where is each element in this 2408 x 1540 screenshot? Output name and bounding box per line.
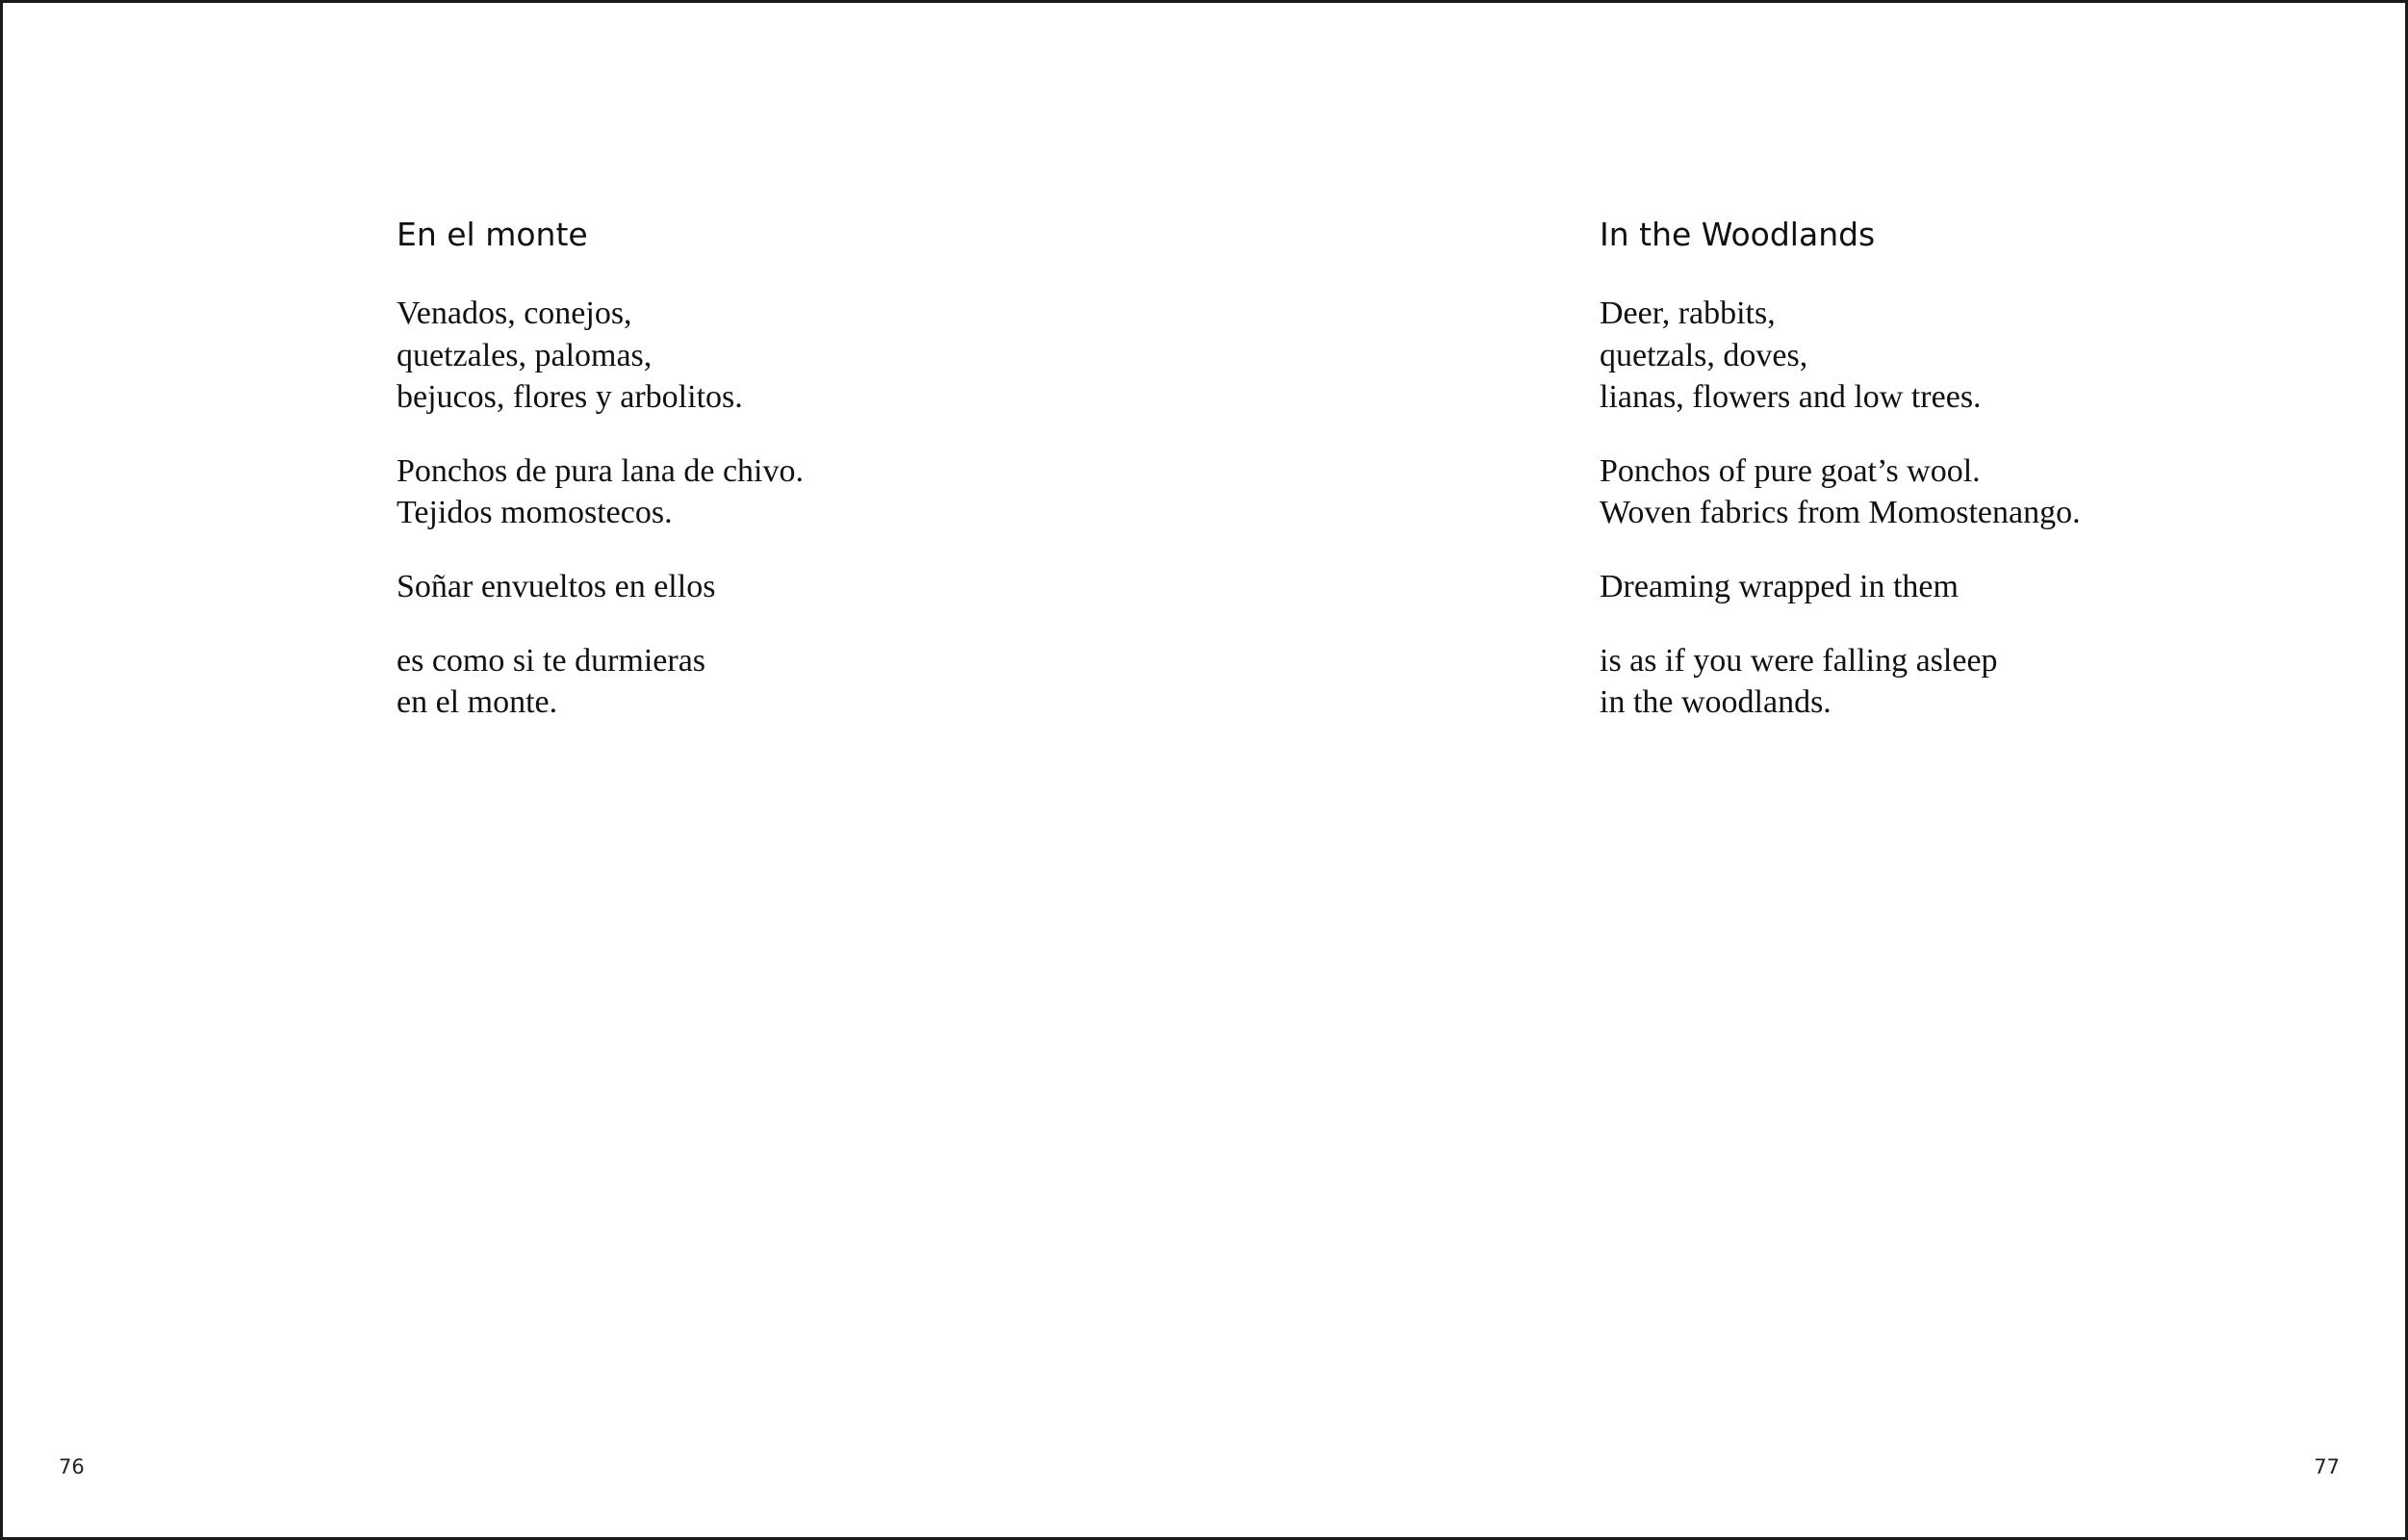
poem-line: es como si te durmieras [397,642,706,679]
poem-line: en el monte. [397,684,558,721]
stanza [1600,450,2081,534]
stanza [397,450,804,534]
poem-line: quetzales, palomas, [397,337,653,373]
poem-line: quetzals, doves, [1600,337,1808,373]
poem-line: Soñar envueltos en ellos [397,568,716,604]
stanza [397,293,804,419]
stanza [1600,640,2081,724]
poem-title: In the Woodlands [1600,216,1876,253]
poem-line: Venados, conejos, [397,295,632,331]
poem-line: bejucos, flores y arbolitos. [397,379,743,416]
poem-line: Dreaming wrapped in them [1600,568,1959,604]
english-poem [1600,209,2081,724]
spanish-poem [397,209,804,724]
poem-title: En el monte [397,216,588,253]
stanza [397,640,804,724]
poem-line: is as if you were falling asleep [1600,642,1998,679]
poem-line: Tejidos momostecos. [397,495,673,531]
page-number-left: 76 [59,1455,85,1478]
stanza [1600,566,2081,608]
page-number-right: 77 [2314,1455,2340,1478]
poem-line: in the woodlands. [1600,684,1832,721]
poem-line: Ponchos of pure goat’s wool. [1600,452,1981,489]
poem-line: lianas, flowers and low trees. [1600,379,1982,416]
stanza [397,566,804,608]
poem-line: Ponchos de pura lana de chivo. [397,452,804,489]
stanza [1600,293,2081,419]
poem-line: Woven fabrics from Momostenango. [1600,495,2081,531]
poem-line: Deer, rabbits, [1600,295,1776,331]
